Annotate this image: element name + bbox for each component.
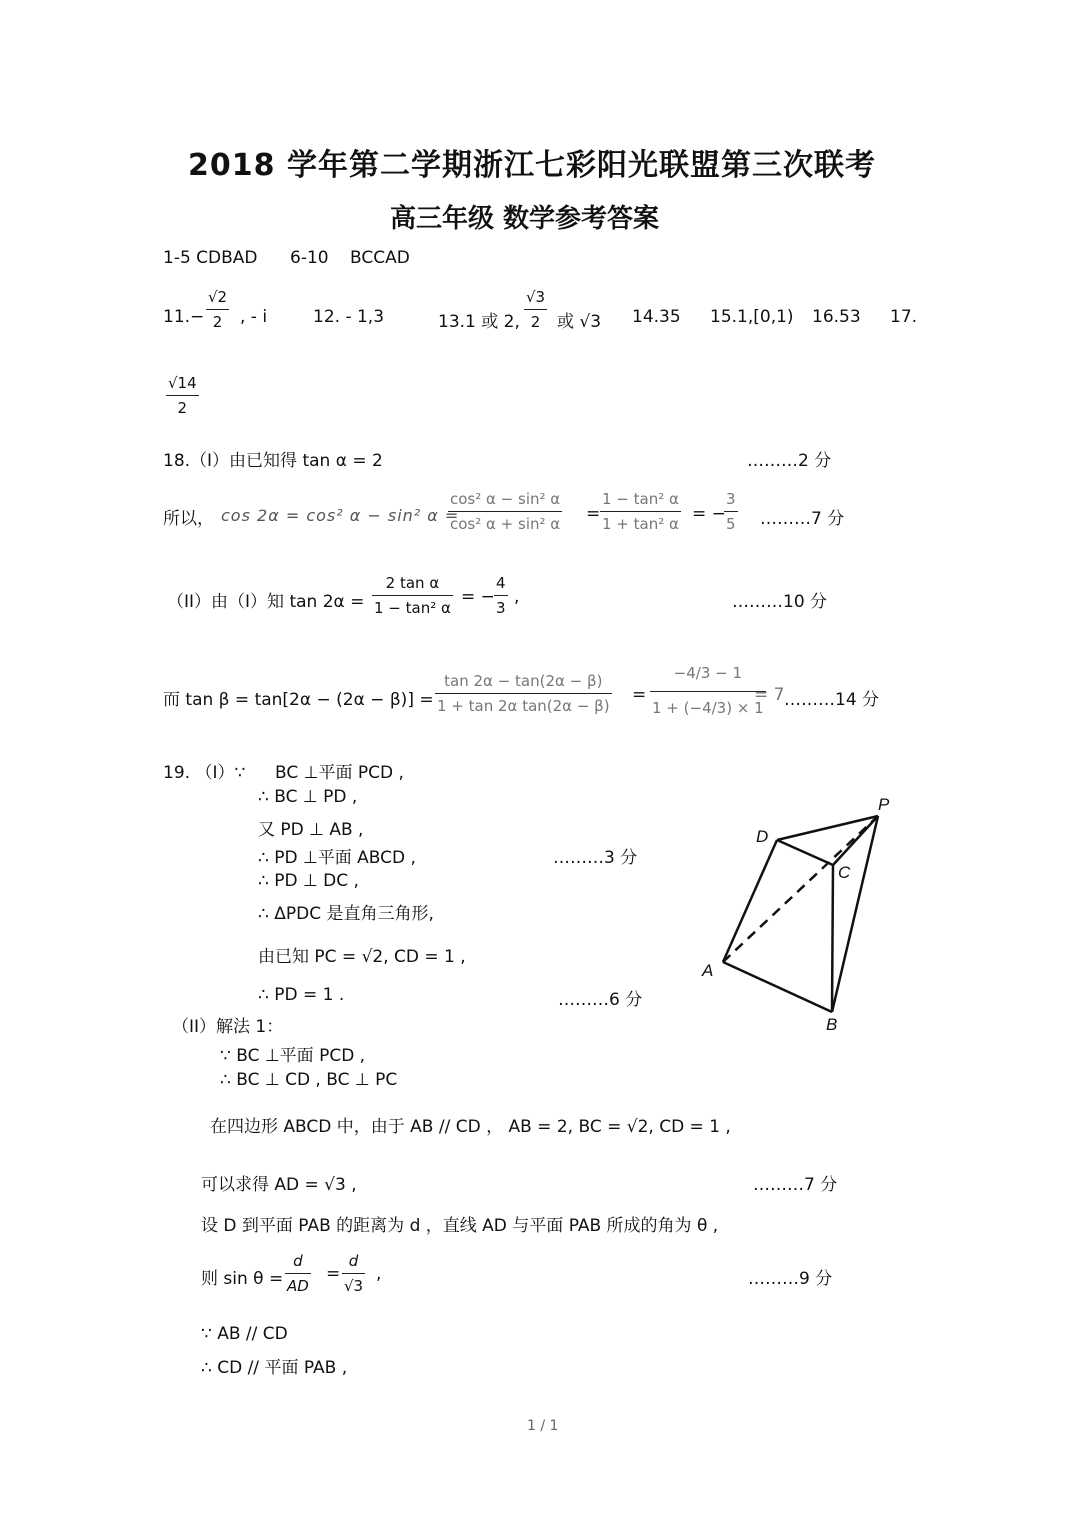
q18-f4-numerator: 2 tan α bbox=[385, 574, 440, 592]
q19-head: 19. （I）∵ bbox=[163, 763, 246, 783]
q11-fraction bbox=[206, 288, 229, 331]
q18-f5-denominator: 3 bbox=[496, 599, 506, 617]
edge-A-B bbox=[723, 962, 832, 1012]
q18-line4-prefix: 而 tan β = tan[2α − (2α − β)] = bbox=[163, 690, 434, 710]
vertex-label-C: C bbox=[838, 863, 851, 882]
q19-part2-heading: （II）解法 1： bbox=[172, 1017, 284, 1037]
q19-sin-equals: = bbox=[326, 1264, 341, 1284]
vertex-label-P: P bbox=[878, 795, 890, 814]
q19-sin-f2-numerator: d bbox=[348, 1252, 359, 1270]
q12-answer: 12. - 1,3 bbox=[313, 307, 385, 327]
q18-score2: ………7 分 bbox=[760, 509, 845, 529]
q18-fraction-6 bbox=[435, 672, 612, 715]
q19-sin-comma: , bbox=[376, 1264, 382, 1284]
q11-numerator: √2 bbox=[208, 288, 228, 306]
q18-fraction-3 bbox=[724, 490, 738, 533]
q18-fraction-5 bbox=[494, 574, 508, 617]
q13-fraction bbox=[524, 288, 547, 331]
q19-line4: ∴ PD ⊥平面 ABCD , bbox=[258, 848, 416, 868]
q18-f7-denominator: 1 + (−4/3) × 1 bbox=[652, 699, 764, 717]
edge-P-B bbox=[832, 816, 878, 1012]
q18-fraction-1 bbox=[448, 490, 562, 533]
q18-f4-denominator: 1 − tan² α bbox=[374, 599, 451, 617]
edge-C-B bbox=[832, 865, 833, 1012]
q18-equals-2: = bbox=[632, 685, 647, 705]
choice-answers-6-10: BCCAD bbox=[350, 248, 410, 268]
q18-f2-numerator: 1 − tan² α bbox=[602, 490, 679, 508]
q19-sin-f2-denominator: √3 bbox=[344, 1277, 364, 1295]
q13-suffix: 或 √3 bbox=[557, 312, 602, 332]
q19-line2: ∴ BC ⊥ PD , bbox=[258, 787, 358, 807]
q19-method-line3: 在四边形 ABCD 中，由于 AB // CD ， AB = 2, BC = √2, CD = 1 , bbox=[210, 1117, 731, 1137]
vertex-label-B: B bbox=[826, 1015, 838, 1034]
q18-comma: , bbox=[514, 587, 520, 607]
q18-score1: ………2 分 bbox=[747, 451, 832, 471]
edge-D-C bbox=[777, 840, 833, 865]
page-number: 1 / 1 bbox=[527, 1418, 559, 1434]
q19-method-line5: 设 D 到平面 PAB 的距离为 d ，直线 AD 与平面 PAB 所成的角为 θ , bbox=[201, 1216, 719, 1236]
q19-method-line1: ∵ BC ⊥平面 PCD , bbox=[220, 1046, 366, 1066]
q16-answer: 16.53 bbox=[812, 307, 861, 327]
pyramid-figure bbox=[690, 790, 910, 1040]
q19-sin-fraction-2 bbox=[342, 1252, 365, 1295]
q14-answer: 14.35 bbox=[632, 307, 681, 327]
q18-fraction-7 bbox=[650, 664, 766, 717]
q18-fraction-2 bbox=[600, 490, 681, 533]
q18-score4: ………14 分 bbox=[784, 690, 880, 710]
q19-score2: ………6 分 bbox=[558, 990, 643, 1010]
q18-f3-denominator: 5 bbox=[726, 515, 736, 533]
q18-result: = 7 bbox=[754, 685, 785, 705]
q18-f1-numerator: cos² α − sin² α bbox=[450, 490, 561, 508]
q18-f6-numerator: tan 2α − tan(2α − β) bbox=[444, 672, 603, 690]
q19-line1: BC ⊥平面 PCD , bbox=[275, 763, 404, 783]
q19-sin-f1-numerator: d bbox=[293, 1252, 303, 1270]
vertex-label-D: D bbox=[756, 827, 769, 846]
q19-score1: ………3 分 bbox=[553, 848, 638, 868]
q19-method-line4: 可以求得 AD = √3 , bbox=[201, 1175, 357, 1195]
q11-suffix: , - i bbox=[240, 307, 268, 327]
q19-line5: ∴ PD ⊥ DC , bbox=[258, 871, 359, 891]
q11-prefix: 11.− bbox=[163, 307, 205, 327]
q18-f5-numerator: 4 bbox=[496, 574, 506, 592]
q18-line2-prefix: 所以， bbox=[163, 509, 214, 529]
q18-fraction-4 bbox=[372, 574, 453, 617]
q19-method-line8: ∴ CD // 平面 PAB , bbox=[201, 1358, 348, 1378]
q18-score3: ………10 分 bbox=[732, 592, 828, 612]
choice-answers-1-5: 1-5 CDBAD bbox=[163, 248, 258, 268]
q19-sin-f1-denominator: AD bbox=[287, 1277, 309, 1295]
page-title: 2018 学年第二学期浙江七彩阳光联盟第三次联考 bbox=[188, 148, 876, 183]
q19-method-line2: ∴ BC ⊥ CD , BC ⊥ PC bbox=[220, 1070, 398, 1090]
q17-denominator: 2 bbox=[177, 399, 188, 417]
edge-D-P bbox=[777, 816, 878, 840]
q19-line6: ∴ ΔPDC 是直角三角形, bbox=[258, 904, 434, 924]
q19-score3: ………7 分 bbox=[753, 1175, 838, 1195]
edge-A-P-hidden bbox=[723, 816, 878, 962]
q18-equals-neg: = − bbox=[692, 504, 726, 524]
q13-numerator: √3 bbox=[526, 288, 546, 306]
q18-line1: 18.（I）由已知得 tan α = 2 bbox=[163, 451, 383, 471]
q18-f1-denominator: cos² α + sin² α bbox=[450, 515, 561, 533]
q17-fraction bbox=[166, 374, 199, 417]
q18-f2-denominator: 1 + tan² α bbox=[602, 515, 679, 533]
q13-prefix: 13.1 或 2, bbox=[438, 312, 520, 332]
edge-D-A bbox=[723, 840, 777, 962]
page-subtitle: 高三年级 数学参考答案 bbox=[390, 204, 660, 234]
q18-line2-lhs: cos 2α = cos² α − sin² α = bbox=[221, 506, 460, 525]
vertex-label-A: A bbox=[702, 961, 714, 980]
q15-answer: 15.1,[0,1) bbox=[710, 307, 794, 327]
q19-method-line7: ∵ AB // CD bbox=[201, 1324, 288, 1344]
q19-score4: ………9 分 bbox=[748, 1269, 833, 1289]
q19-method-line6-prefix: 则 sin θ = bbox=[201, 1269, 284, 1289]
q19-line3: 又 PD ⊥ AB , bbox=[258, 820, 364, 840]
q18-equals-1: = bbox=[586, 504, 601, 524]
q19-sin-fraction-1 bbox=[285, 1252, 311, 1295]
choice-answers-6-10-label: 6-10 bbox=[290, 248, 329, 268]
q19-line8: ∴ PD = 1 . bbox=[258, 985, 345, 1005]
q13-denominator: 2 bbox=[530, 313, 541, 331]
q11-denominator: 2 bbox=[212, 313, 223, 331]
q18-f5-prefix: = − bbox=[461, 587, 495, 607]
q17-label: 17. bbox=[890, 307, 918, 327]
q18-f6-denominator: 1 + tan 2α tan(2α − β) bbox=[437, 697, 610, 715]
q18-f3-numerator: 3 bbox=[726, 490, 736, 508]
q17-numerator: √14 bbox=[168, 374, 197, 392]
q18-line3-prefix: （II）由（I）知 tan 2α = bbox=[167, 592, 365, 612]
q18-f7-numerator: −4/3 − 1 bbox=[673, 664, 743, 682]
q19-line7: 由已知 PC = √2, CD = 1 , bbox=[258, 947, 466, 967]
